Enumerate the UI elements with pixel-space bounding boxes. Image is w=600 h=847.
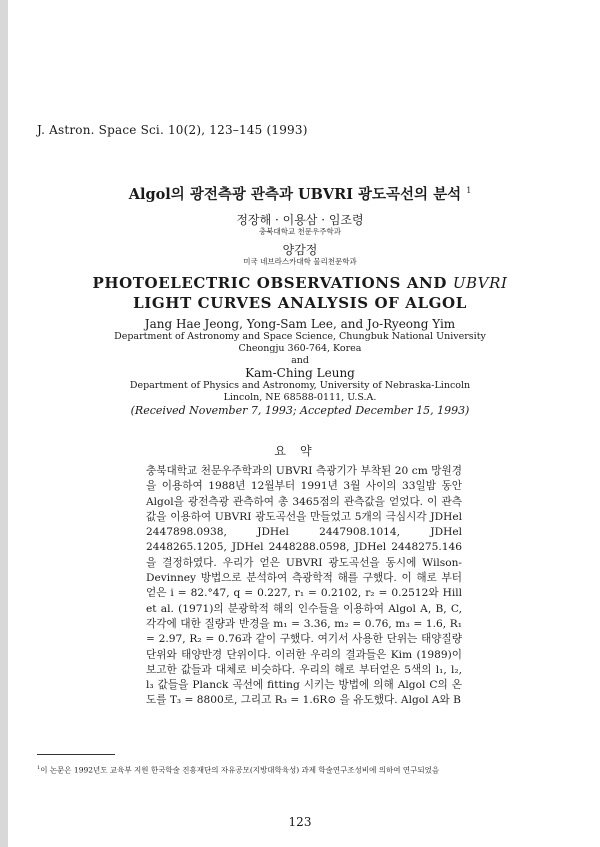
english-title <box>0 273 600 313</box>
footnote-mark: 1 <box>37 765 41 771</box>
journal-citation: J. Astron. Space Sci. 10(2), 123–145 (1993) <box>37 123 308 137</box>
english-title-ubvri: UBVRI <box>452 274 508 292</box>
english-affiliation-2 <box>0 380 600 403</box>
affiliation-1-line1: Department of Astronomy and Space Science, Chungbuk National University <box>114 331 486 342</box>
english-affiliation-1 <box>0 331 600 354</box>
title-footnote-mark: 1 <box>466 186 472 196</box>
affiliation-2-line1: Department of Physics and Astronomy, University of Nebraska-Lincoln <box>129 380 471 391</box>
affiliation-1-line2: Cheongju 360-764, Korea <box>238 342 362 354</box>
footnote-rule <box>37 754 115 755</box>
english-authors-2: Kam-Ching Leung <box>245 366 355 380</box>
page-number: 123 <box>288 815 312 829</box>
korean-title <box>0 183 600 204</box>
english-title-line1: PHOTOELECTRIC OBSERVATIONS AND <box>92 274 447 292</box>
abstract-heading: 요약 <box>274 444 326 458</box>
affiliation-2-line2: Lincoln, NE 68588-0111, U.S.A. <box>223 391 377 403</box>
footnote-text: 이 논문은 1992년도 교육부 지원 한국학술 진흥재단의 자유공모(지방대학육성) 과제 학술연구조성비에 의하여 연구되었음 <box>40 765 440 775</box>
korean-title-text: Algol의 광전측광 관측과 UBVRI 광도곡선의 분석 <box>128 186 462 203</box>
english-title-line2: LIGHT CURVES ANALYSIS OF ALGOL <box>133 294 467 312</box>
english-authors-1: Jang Hae Jeong, Yong-Sam Lee, and Jo-Ryeong Yim <box>144 317 456 331</box>
received-dates: (Received November 7, 1993; Accepted December 15, 1993) <box>130 404 470 417</box>
abstract-body: 충북대학교 천문우주학과의 UBVRI 측광기가 부착된 20 cm 망원경을 이용하여 1988년 12월부터 1991년 3월 사이의 33일밤 동안 Algol을 광전측광 관측하여 총 3465점의 관측값을 얻었다. 이 관측값을 이용하여 UBVRI 광도곡선을 만들었고 5개의 극심시각 JDHel 2447898.0938, JDHel 2447908.1014, JDHel 2448265.1205, JDHel 2448288.0598, JDHel 2448275.146을 결정하였다. 우리가 얻은 UBVRI 광도곡선을 동시에 Wilson-Devinney 방법으로 분석하여 측광학적 해를 구했다. 이 해로 부터 얻은 i = 82.°47, q = 0.227, r₁ = 0.2102, r₂ = 0.2512와 Hill et al. (1971)의 분광학적 해의 인수들을 이용하여 Algol A, B, C, 각각에 대한 질량과 반경을 m₁ = 3.36, m₂ = 0.76, m₃ = 1.6, R₁ = 2.97, R₂ = 0.76과 같이 구했다. 여기서 사용한 단위는 태양질량 단위와 태양반경 단위이다. 이러한 우리의 결과들은 Kim (1989)이 보고한 값들과 대체로 비슷하다. 우리의 해로 부터얻은 5색의 l₁, l₂, l₃ 값들을 Planck 곡선에 fitting 시키는 방법에 의해 Algol C의 온도를 T₃ = 8800로, 그리고 R₃ = 1.6R⊙ 을 유도했다. Algol A와 B <box>146 465 462 707</box>
korean-affiliation-2: 미국 네브라스카대학 물리천문학과 <box>243 257 357 266</box>
korean-affiliation-1: 충북대학교 천문우주학과 <box>258 227 342 236</box>
korean-authors-2: 양감정 <box>282 243 318 257</box>
scan-edge <box>0 0 8 847</box>
korean-authors-1: 정장해 · 이용삼 · 임조령 <box>236 213 364 227</box>
and-separator: and <box>291 355 309 366</box>
footnote <box>37 762 567 777</box>
abstract-block <box>146 464 462 709</box>
